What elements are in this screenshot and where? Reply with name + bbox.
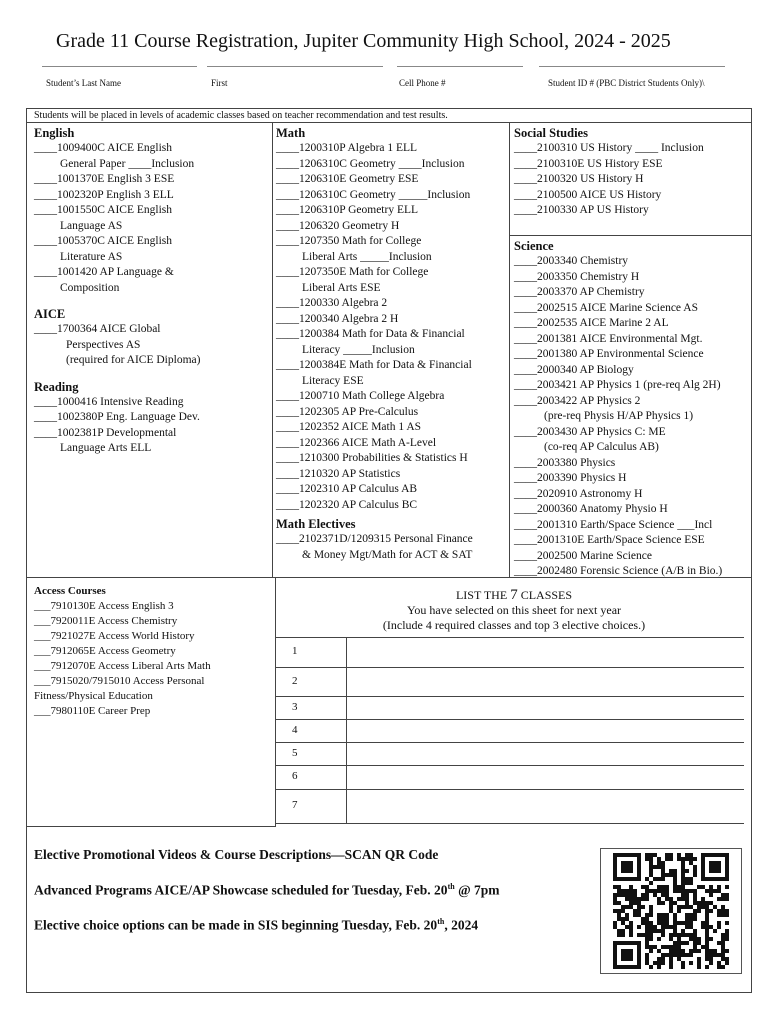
- science-course-item[interactable]: ____2020910 Astronomy H: [514, 487, 643, 500]
- math-elective-item[interactable]: ____2102371D/1209315 Personal Finance: [276, 533, 473, 545]
- math-course-item: Liberal Arts _____Inclusion: [302, 250, 432, 263]
- row-number: 3: [292, 701, 298, 713]
- class-list-row[interactable]: [276, 742, 744, 765]
- first-name-label: First: [211, 78, 228, 88]
- reading-course-item[interactable]: ____1000416 Intensive Reading: [34, 395, 184, 408]
- science-course-item[interactable]: ____2003390 Physics H: [514, 472, 627, 484]
- access-courses-section: [34, 584, 211, 719]
- sis-line: Elective choice options can be made in SIS beginning Tuesday, Feb. 20th, 2024: [34, 917, 479, 933]
- english-course-item[interactable]: ____1001370E English 3 ESE: [34, 173, 175, 185]
- science-course-item[interactable]: ____2002500 Marine Science: [514, 549, 652, 562]
- science-course-item: (co-req AP Calculus AB): [544, 441, 659, 453]
- science-course-item[interactable]: ____2003430 AP Physics C: ME: [514, 425, 666, 438]
- first-name-line: [207, 66, 383, 67]
- row-number: 4: [292, 724, 298, 736]
- english-course-item: Composition: [60, 281, 120, 294]
- class-list-row[interactable]: [276, 667, 744, 696]
- science-course-item[interactable]: ____2001310 Earth/Space Science ___Incl: [514, 518, 713, 531]
- science-course-item[interactable]: ____2001381 AICE Environmental Mgt.: [514, 332, 703, 345]
- math-course-item: Literacy ESE: [302, 374, 364, 387]
- math-course-item[interactable]: ____1200340 Algebra 2 H: [276, 312, 399, 325]
- class-list-row[interactable]: [276, 719, 744, 742]
- social-studies-course-item[interactable]: ____2100310 US History ____ Inclusion: [514, 142, 704, 154]
- access-course-item: Fitness/Physical Education: [34, 690, 153, 702]
- english-heading: English: [34, 126, 75, 140]
- qr-code-graphic: [601, 849, 741, 973]
- list-heading: [276, 588, 752, 633]
- math-course-item[interactable]: ____1206310E Geometry ESE: [276, 173, 419, 185]
- access-course-item[interactable]: ___7920011E Access Chemistry: [34, 615, 178, 627]
- row-number-divider: [346, 765, 347, 789]
- qr-code[interactable]: [600, 848, 742, 974]
- english-course-item[interactable]: ____1001420 AP Language &: [34, 266, 174, 278]
- row-number-divider: [346, 696, 347, 719]
- phone-label: Cell Phone #: [399, 78, 446, 88]
- access-course-item[interactable]: ___7912065E Access Geometry: [34, 645, 176, 657]
- english-course-item[interactable]: ____1001550C AICE English: [34, 204, 173, 216]
- class-list-row[interactable]: [276, 696, 744, 719]
- access-heading: Access Courses: [34, 585, 106, 597]
- last-name-line: [42, 66, 197, 67]
- math-heading: Math: [276, 126, 306, 140]
- placement-notice: Students will be placed in levels of academic classes based on teacher recommendation and test results.: [34, 110, 448, 121]
- science-list: [514, 254, 750, 580]
- row-number-divider: [346, 742, 347, 765]
- access-course-item[interactable]: ___7915020/7915010 Access Personal: [34, 675, 205, 687]
- science-course-item[interactable]: ____2003422 AP Physics 2: [514, 394, 641, 407]
- math-course-item[interactable]: ____1200330 Algebra 2: [276, 297, 388, 309]
- english-course-item: General Paper ____Inclusion: [60, 157, 195, 170]
- social-studies-course-item[interactable]: ____2100330 AP US History: [514, 204, 649, 216]
- social-studies-section: [514, 125, 750, 219]
- math-course-item[interactable]: ____1202366 AICE Math A-Level: [276, 436, 437, 449]
- english-course-item[interactable]: ____1002320P English 3 ELL: [34, 188, 174, 201]
- math-course-item[interactable]: ____1200384 Math for Data & Financial: [276, 328, 465, 340]
- social-studies-heading: Social Studies: [514, 126, 588, 140]
- student-id-line: [539, 66, 725, 67]
- page-title: Grade 11 Course Registration, Jupiter Community High School, 2024 - 2025: [56, 30, 671, 52]
- promo-videos-line: Elective Promotional Videos & Course Descriptions—SCAN QR Code: [34, 847, 439, 862]
- english-list: [34, 141, 270, 296]
- english-course-item: Language AS: [60, 219, 123, 232]
- math-course-item[interactable]: ____1207350 Math for College: [276, 235, 422, 247]
- student-id-label: Student ID # (PBC District Students Only)\: [548, 78, 705, 88]
- science-course-item[interactable]: ____2002480 Forensic Science (A/B in Bio.): [514, 565, 723, 577]
- access-course-item[interactable]: ___7921027E Access World History: [34, 630, 195, 642]
- reading-course-item: Language Arts ELL: [60, 442, 152, 454]
- math-course-item[interactable]: ____1202310 AP Calculus AB: [276, 483, 418, 495]
- list-title: LIST THE 7 CLASSES: [455, 587, 573, 603]
- reading-course-item[interactable]: ____1002380P Eng. Language Dev.: [34, 411, 200, 423]
- math-course-item[interactable]: ____1210320 AP Statistics: [276, 467, 401, 480]
- access-course-item[interactable]: ___7980110E Career Prep: [34, 705, 151, 717]
- showcase-line: Advanced Programs AICE/AP Showcase scheduled for Tuesday, Feb. 20th @ 7pm: [34, 882, 500, 898]
- english-column: [34, 125, 270, 457]
- phone-line: [397, 66, 523, 67]
- science-course-item[interactable]: ____2001380 AP Environmental Science: [514, 348, 704, 360]
- social-studies-course-item[interactable]: ____2100320 US History H: [514, 173, 644, 185]
- math-course-item[interactable]: ____1202305 AP Pre-Calculus: [276, 405, 419, 418]
- math-course-item[interactable]: ____1202320 AP Calculus BC: [276, 498, 418, 511]
- english-math-divider: [272, 122, 273, 577]
- aice-course-item: Perspectives AS: [66, 338, 141, 351]
- class-list-row[interactable]: [276, 789, 744, 823]
- class-list-row[interactable]: [276, 765, 744, 789]
- reading-course-item[interactable]: ____1002381P Developmental: [34, 426, 177, 439]
- science-course-item[interactable]: ____2000360 Anatomy Physio H: [514, 503, 668, 515]
- row-number-divider: [346, 667, 347, 696]
- social-studies-course-item[interactable]: ____2100500 AICE US History: [514, 188, 662, 201]
- math-science-divider: [509, 122, 510, 577]
- math-course-item[interactable]: ____1210300 Probabilities & Statistics H: [276, 452, 468, 464]
- math-elective-item: & Money Mgt/Math for ACT & SAT: [302, 548, 473, 561]
- notice-divider: [26, 122, 752, 123]
- row-number: 7: [292, 799, 298, 811]
- aice-course-item[interactable]: ____1700364 AICE Global: [34, 323, 161, 335]
- access-course-item[interactable]: ___7910130E Access English 3: [34, 600, 174, 612]
- math-course-item[interactable]: ____1206310C Geometry _____Inclusion: [276, 188, 471, 201]
- science-course-item[interactable]: ____2003350 Chemistry H: [514, 270, 640, 283]
- science-course-item[interactable]: ____2000340 AP Biology: [514, 363, 634, 376]
- row-number-divider: [346, 789, 347, 823]
- row-number-divider: [346, 719, 347, 742]
- social-studies-list: [514, 141, 750, 219]
- row-number-divider: [346, 637, 347, 667]
- aice-heading: AICE: [34, 307, 66, 321]
- english-course-item[interactable]: ____1009400C AICE English: [34, 142, 173, 154]
- aice-course-item: (required for AICE Diploma): [66, 354, 201, 366]
- math-course-item[interactable]: ____1200384E Math for Data & Financial: [276, 359, 472, 371]
- access-course-item[interactable]: ___7912070E Access Liberal Arts Math: [34, 660, 211, 672]
- math-list: [276, 141, 508, 513]
- science-course-item: (pre-req Physis H/AP Physics 1): [544, 410, 694, 422]
- science-course-item[interactable]: ____2003380 Physics: [514, 456, 616, 469]
- math-electives-list: [276, 532, 508, 563]
- science-course-item[interactable]: ____2003421 AP Physics 1 (pre-req Alg 2H): [514, 379, 721, 391]
- science-course-item[interactable]: ____2002535 AICE Marine 2 AL: [514, 317, 669, 329]
- list-bottom-rule: [276, 823, 744, 824]
- science-heading: Science: [514, 239, 554, 253]
- math-course-item[interactable]: ____1206320 Geometry H: [276, 219, 400, 232]
- access-list: [34, 599, 211, 719]
- science-section: [514, 238, 750, 580]
- math-course-item: Liberal Arts ESE: [302, 281, 381, 294]
- math-course-item[interactable]: ____1200310P Algebra 1 ELL: [276, 142, 418, 154]
- row-number: 2: [292, 675, 298, 687]
- science-course-item[interactable]: ____2001310E Earth/Space Science ESE: [514, 534, 705, 546]
- english-course-item[interactable]: ____1005370C AICE English: [34, 235, 173, 247]
- social-science-divider: [509, 235, 752, 236]
- access-bottom-line: [26, 826, 276, 827]
- math-course-item[interactable]: ____1202352 AICE Math 1 AS: [276, 421, 422, 433]
- social-studies-course-item[interactable]: ____2100310E US History ESE: [514, 157, 663, 170]
- row-number: 6: [292, 770, 298, 782]
- math-electives-heading: Math Electives: [276, 517, 356, 531]
- english-course-item: Literature AS: [60, 250, 123, 263]
- science-course-item[interactable]: ____2003370 AP Chemistry: [514, 286, 645, 298]
- last-name-label: Student’s Last Name: [46, 78, 121, 88]
- math-course-item[interactable]: ____1200710 Math College Algebra: [276, 390, 445, 402]
- math-course-item: Literacy _____Inclusion: [302, 343, 415, 356]
- math-course-item[interactable]: ____1206310P Geometry ELL: [276, 204, 419, 216]
- reading-list: [34, 395, 270, 457]
- row-number: 1: [292, 645, 298, 657]
- class-list-row[interactable]: [276, 637, 744, 667]
- reading-heading: Reading: [34, 379, 79, 394]
- aice-list: [34, 322, 270, 369]
- math-course-item[interactable]: ____1206310C Geometry ____Inclusion: [276, 157, 465, 170]
- science-course-item[interactable]: ____2002515 AICE Marine Science AS: [514, 301, 698, 314]
- math-column: [276, 125, 508, 563]
- list-instructions-2: (Include 4 required classes and top 3 elective choices.): [382, 618, 646, 632]
- science-course-item[interactable]: ____2003340 Chemistry: [514, 255, 629, 267]
- math-course-item[interactable]: ____1207350E Math for College: [276, 266, 429, 278]
- row-number: 5: [292, 747, 298, 759]
- list-instructions-1: You have selected on this sheet for next year: [406, 603, 622, 617]
